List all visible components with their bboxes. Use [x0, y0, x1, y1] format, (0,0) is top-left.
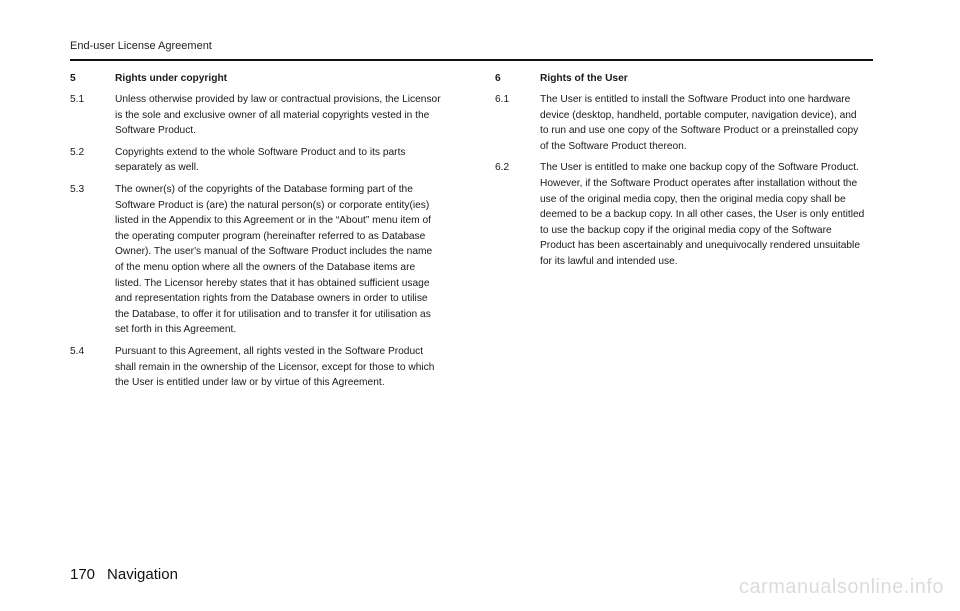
section-title: Rights under copyright: [115, 73, 228, 84]
clause-6-2: [495, 160, 867, 269]
section-heading-5: [70, 72, 442, 86]
section-number: 6: [495, 73, 501, 84]
clause-text: The User is entitled to make one backup copy of the Software Product. However, if the Software Product operates after installation without the use of the original media copy, then the original media copy shall be deemed to be a backup copy. In all other cases, the User is only entitled to use the backup copy if the original media copy of the Software Product has been ascertainably and unequivocally rendered unsuitable for its lawful and intended use.: [540, 162, 865, 267]
header-rule: [70, 59, 873, 61]
clause-text: The owner(s) of the copyrights of the Database forming part of the Software Product is (are) the natural person(s) or corporate entity(ies) listed in the Appendix to this Agreement or in the “About” menu item of the operating computer program (hereinafter referred to as Database Owner). The user's manual of the Software Product includes the name of the menu option where all the owners of the Database items are listed. The Licensor hereby states that it has obtained sufficient usage and representation rights from the Database owners in order to utilise the Database, to offer it for utilisation and to transfer it for utilisation as set forth in this Agreement.: [115, 183, 433, 336]
clause-5-1: [70, 92, 442, 139]
watermark: carmanualsonline.info: [738, 576, 944, 598]
section-number: 5: [70, 73, 76, 84]
section-heading-6: [495, 72, 867, 86]
clause-number: 5.1: [70, 94, 85, 105]
left-column: [70, 72, 442, 397]
page-number: 170: [70, 566, 96, 583]
clause-5-2: [70, 145, 442, 176]
clause-6-1: [495, 92, 867, 154]
running-header: End-user License Agreement: [70, 40, 212, 52]
clause-5-3: [70, 182, 442, 338]
clause-text: The User is entitled to install the Software Product into one hardware device (desktop, handheld, portable computer, navigation device), and to run and use one copy of the Software Product or a preinstalled copy of the Software Product thereon.: [540, 94, 859, 152]
clause-number: 5.2: [70, 146, 85, 158]
page-footer: [70, 566, 178, 583]
clause-text: Unless otherwise provided by law or contractual provisions, the Licensor is the sole and exclusive owner of all material copyrights vested in the Software Product.: [115, 94, 441, 137]
clause-number: 5.3: [70, 183, 85, 195]
clause-5-4: [70, 344, 442, 391]
section-title: Rights of the User: [540, 73, 628, 84]
right-column: [495, 72, 867, 276]
clause-number: 6.1: [495, 94, 510, 105]
footer-section-name: Navigation: [107, 566, 178, 583]
clause-text: Copyrights extend to the whole Software Product and to its parts separately as well.: [115, 146, 406, 174]
clause-number: 5.4: [70, 345, 85, 357]
clause-number: 6.2: [495, 162, 510, 174]
clause-text: Pursuant to this Agreement, all rights vested in the Software Product shall remain in the ownership of the Licensor, except for those to which the User is entitled under law or by virtue of this Agreement.: [115, 345, 435, 389]
